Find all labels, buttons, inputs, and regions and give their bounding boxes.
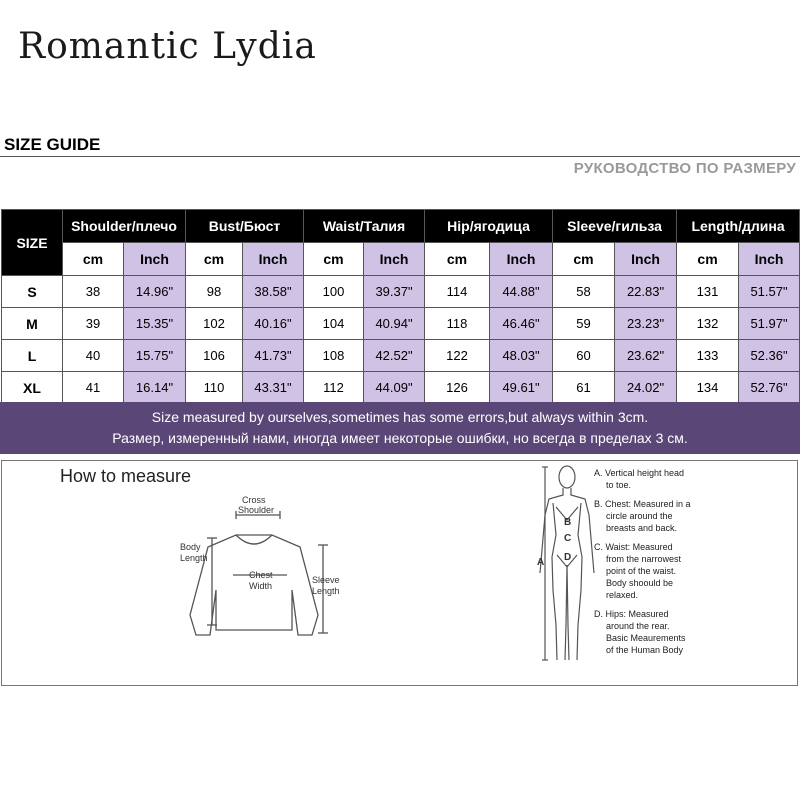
table-cell: 40 — [63, 340, 124, 372]
unit-inch: Inch — [243, 243, 304, 276]
unit-cm: cm — [304, 243, 364, 276]
size-guide-title-ru: РУКОВОДСТВО ПО РАЗМЕРУ — [573, 160, 796, 177]
table-cell: 98 — [186, 276, 243, 308]
table-cell: 23.23" — [615, 308, 677, 340]
table-cell: 110 — [186, 372, 243, 404]
figure-letter-d: D — [564, 552, 572, 563]
table-cell: 52.36" — [739, 340, 800, 372]
brand-logo: Romantic Lydia — [18, 26, 317, 67]
size-guide-title: SIZE GUIDE — [4, 135, 101, 154]
body-figure — [540, 466, 594, 660]
table-cell: 104 — [304, 308, 364, 340]
size-cell: L — [2, 340, 63, 372]
column-header: Bust/Бюст — [186, 210, 304, 243]
table-cell: 39 — [63, 308, 124, 340]
column-header: Sleeve/гильза — [553, 210, 677, 243]
table-cell: 112 — [304, 372, 364, 404]
body-length-label: Length — [180, 553, 208, 563]
table-cell: 51.57" — [739, 276, 800, 308]
note-a: A. Vertical height head to toe. — [594, 468, 685, 490]
chest-width-label: Chest — [249, 570, 273, 580]
table-cell: 23.62" — [615, 340, 677, 372]
table-cell: 118 — [425, 308, 490, 340]
table-cell: 60 — [553, 340, 615, 372]
unit-inch: Inch — [739, 243, 800, 276]
size-cell: M — [2, 308, 63, 340]
table-cell: 38 — [63, 276, 124, 308]
size-cell: XL — [2, 372, 63, 404]
column-header: Hip/ягодица — [425, 210, 553, 243]
table-cell: 16.14" — [124, 372, 186, 404]
table-cell: 133 — [677, 340, 739, 372]
table-cell: 134 — [677, 372, 739, 404]
table-cell: 51.97" — [739, 308, 800, 340]
column-header: Length/длина — [677, 210, 800, 243]
table-row — [2, 276, 800, 308]
size-table — [1, 209, 800, 404]
unit-inch: Inch — [364, 243, 425, 276]
table-row — [2, 308, 800, 340]
table-cell: 22.83" — [615, 276, 677, 308]
unit-cm: cm — [63, 243, 124, 276]
table-cell: 49.61" — [490, 372, 553, 404]
cross-shoulder-label: Shoulder — [238, 505, 275, 515]
unit-cm: cm — [186, 243, 243, 276]
table-cell: 59 — [553, 308, 615, 340]
divider — [0, 156, 800, 157]
unit-cm: cm — [677, 243, 739, 276]
table-cell: 48.03" — [490, 340, 553, 372]
table-cell: 39.37" — [364, 276, 425, 308]
sleeve-length-label: Sleeve — [312, 575, 340, 585]
how-to-measure-title: How to measure — [60, 466, 192, 486]
note-russian: Размер, измеренный нами, иногда имеет некоторые ошибки, но всегда в пределах 3 см. — [112, 430, 688, 446]
unit-cm: cm — [425, 243, 490, 276]
sleeve-length-label: Length — [312, 586, 340, 596]
cross-shoulder-label: Cross — [242, 495, 266, 505]
figure-letter-b: B — [564, 517, 572, 528]
table-cell: 42.52" — [364, 340, 425, 372]
table-cell: 44.09" — [364, 372, 425, 404]
table-cell: 43.31" — [243, 372, 304, 404]
measurement-note — [0, 402, 800, 454]
table-cell: 24.02" — [615, 372, 677, 404]
figure-letter-a: A — [537, 557, 545, 568]
table-cell: 14.96" — [124, 276, 186, 308]
table-cell: 102 — [186, 308, 243, 340]
table-cell: 131 — [677, 276, 739, 308]
figure-letter-c: C — [564, 533, 572, 544]
table-cell: 46.46" — [490, 308, 553, 340]
table-row — [2, 372, 800, 404]
table-cell: 41.73" — [243, 340, 304, 372]
note-b: B. Chest: Measured in a circle around the breasts and back. — [594, 499, 691, 533]
table-cell: 58 — [553, 276, 615, 308]
table-cell: 15.35" — [124, 308, 186, 340]
measurement-notes — [594, 467, 794, 663]
note-c: C. Waist: Measured from the narrowest point of the waist. Body shoould be relaxed. — [594, 542, 682, 600]
table-cell: 126 — [425, 372, 490, 404]
table-cell: 132 — [677, 308, 739, 340]
table-cell: 122 — [425, 340, 490, 372]
table-cell: 41 — [63, 372, 124, 404]
unit-cm: cm — [553, 243, 615, 276]
column-header: Waist/Талия — [304, 210, 425, 243]
table-cell: 100 — [304, 276, 364, 308]
size-cell: S — [2, 276, 63, 308]
table-cell: 15.75" — [124, 340, 186, 372]
note-d: D. Hips: Measured around the rear. Basic Meaurements of the Human Body — [594, 609, 686, 655]
unit-inch: Inch — [615, 243, 677, 276]
size-header: SIZE — [2, 210, 63, 276]
table-cell: 108 — [304, 340, 364, 372]
table-row — [2, 340, 800, 372]
table-cell: 52.76" — [739, 372, 800, 404]
chest-width-label: Width — [249, 581, 273, 591]
unit-inch: Inch — [490, 243, 553, 276]
table-cell: 114 — [425, 276, 490, 308]
table-cell: 40.94" — [364, 308, 425, 340]
table-cell: 40.16" — [243, 308, 304, 340]
unit-inch: Inch — [124, 243, 186, 276]
column-header: Shoulder/плечо — [63, 210, 186, 243]
table-cell: 61 — [553, 372, 615, 404]
body-length-label: Body — [180, 542, 201, 552]
table-cell: 38.58" — [243, 276, 304, 308]
note-english: Size measured by ourselves,sometimes has some errors,but always within 3cm. — [151, 409, 649, 425]
table-cell: 106 — [186, 340, 243, 372]
table-cell: 44.88" — [490, 276, 553, 308]
